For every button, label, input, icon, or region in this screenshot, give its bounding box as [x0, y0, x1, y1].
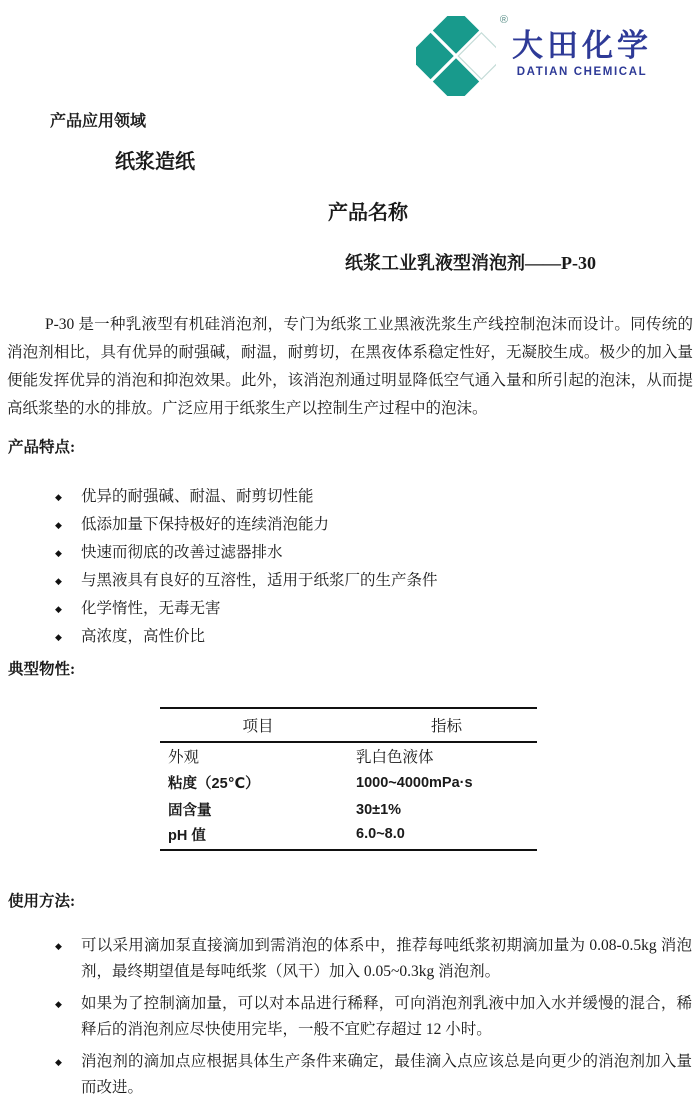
brand-name-cn: 大田化学	[512, 28, 652, 63]
column-header-item: 项目	[160, 708, 356, 742]
usage-text: 可以采用滴加泵直接滴加到需消泡的体系中，推荐每吨纸浆初期滴加量为 0.08-0.5kg 消泡剂，最终期望值是每吨纸浆（风干）加入 0.05~0.3kg 消泡剂。	[81, 937, 692, 980]
list-item	[55, 511, 700, 539]
property-item: 固含量	[168, 803, 212, 819]
diamond-bullet-icon: ◆	[55, 548, 62, 558]
table-row	[160, 823, 537, 850]
usage-text: 如果为了控制滴加量，可以对本品进行稀释，可向消泡剂乳液中加入水并缓慢的混合，稀释后的消泡剂应尽快使用完毕，一般不宜贮存超过 12 小时。	[81, 995, 692, 1038]
usage-heading: 使用方法:	[8, 893, 76, 910]
table-header-row	[160, 708, 537, 742]
list-item	[55, 483, 700, 511]
list-item	[55, 567, 700, 595]
property-item: pH 值	[168, 827, 206, 844]
property-spec: 30±1%	[356, 801, 402, 818]
feature-list	[0, 483, 700, 651]
diamond-bullet-icon: ◆	[55, 576, 62, 586]
features-heading: 产品特点:	[8, 439, 76, 456]
application-field-value: 纸浆造纸	[115, 151, 195, 173]
logo-diamond-icon	[416, 14, 508, 96]
property-spec: 乳白色液体	[356, 749, 434, 766]
properties-heading: 典型物性:	[8, 661, 76, 678]
diamond-bullet-icon: ◆	[55, 604, 62, 614]
property-spec: 6.0~8.0	[356, 826, 405, 842]
properties-table	[160, 707, 537, 851]
diamond-bullet-icon: ◆	[55, 492, 62, 502]
property-item: 粘度（25℃）	[168, 776, 260, 792]
diamond-bullet-icon: ◆	[55, 632, 62, 642]
list-item	[55, 623, 700, 651]
diamond-bullet-icon: ◆	[55, 1057, 62, 1067]
logo-text	[512, 16, 652, 78]
property-item: 外观	[168, 749, 200, 766]
list-item	[55, 991, 692, 1043]
registered-trademark-icon: ®	[499, 14, 508, 26]
product-name-value: 纸浆工业乳液型消泡剂——P-30	[345, 253, 596, 273]
diamond-bullet-icon: ◆	[55, 999, 62, 1009]
list-item	[55, 1049, 692, 1101]
product-intro-paragraph: P-30 是一种乳液型有机硅消泡剂，专门为纸浆工业黑液洗浆生产线控制泡沫而设计。同传统的消泡剂相比，具有优异的耐强碱，耐温，耐剪切，在黑夜体系稳定性好，无凝胶生成。极少的加入量便能发挥优异的消泡和抑泡效果。此外，该消泡剂通过明显降低空气通入量和所引起的泡沫，从而提高纸浆垫的水的排放。广泛应用于纸浆生产以控制生产过程中的泡沫。	[7, 316, 693, 417]
feature-text: 优异的耐强碱、耐温、耐剪切性能	[81, 488, 314, 505]
feature-text: 化学惰性，无毒无害	[81, 600, 221, 617]
brand-name-en: DATIAN CHEMICAL	[516, 65, 648, 78]
company-logo	[0, 0, 700, 96]
table-row	[160, 796, 537, 823]
usage-list	[0, 933, 700, 1101]
product-name-label: 产品名称	[328, 202, 408, 224]
diamond-bullet-icon: ◆	[55, 941, 62, 951]
column-header-spec: 指标	[356, 708, 537, 742]
table-row	[160, 742, 537, 769]
application-field-label: 产品应用领域	[50, 113, 147, 130]
property-spec: 1000~4000mPa·s	[356, 774, 473, 791]
feature-text: 低添加量下保持极好的连续消泡能力	[81, 516, 330, 533]
feature-text: 高浓度，高性价比	[81, 628, 206, 645]
feature-text: 与黑液具有良好的互溶性，适用于纸浆厂的生产条件	[81, 572, 438, 589]
usage-text: 消泡剂的滴加点应根据具体生产条件来确定，最佳滴入点应该总是向更少的消泡剂加入量而改进。	[81, 1053, 692, 1096]
diamond-bullet-icon: ◆	[55, 520, 62, 530]
list-item	[55, 539, 700, 567]
list-item	[55, 933, 692, 985]
table-row	[160, 769, 537, 796]
list-item	[55, 595, 700, 623]
feature-text: 快速而彻底的改善过滤器排水	[81, 544, 283, 561]
